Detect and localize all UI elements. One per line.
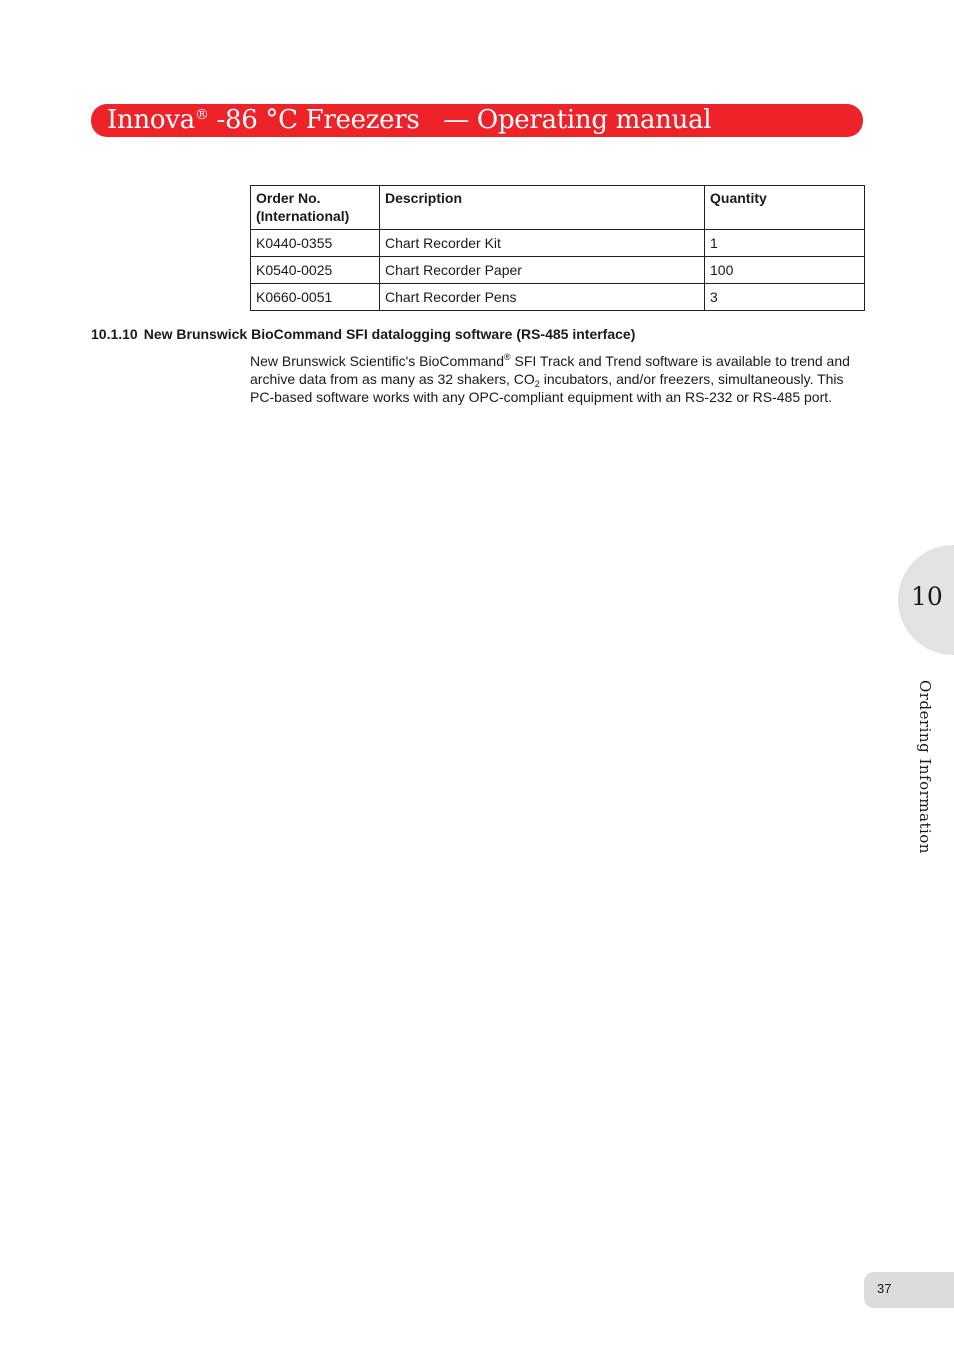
page-number: 37: [877, 1281, 892, 1296]
table-row: [251, 257, 865, 284]
section-paragraph: New Brunswick Scientific's BioCommand® SFI Track and Trend software is available to trend and archive data from as many as 32 shakers, $CO_2$ incubators, and/or freezers, simultaneously. This PC-based software works with any OPC-compliant equipment with an RS-232 or RS-485 port.: [250, 352, 850, 405]
quantity-cell: 100: [705, 257, 865, 284]
description-cell: Chart Recorder Paper: [380, 257, 705, 284]
section-number: 10.1.10: [91, 326, 138, 342]
table-row: [251, 284, 865, 311]
table-row: [251, 230, 865, 257]
order-number-cell: K0660-0051: [251, 284, 380, 311]
section-heading: [91, 326, 635, 342]
section-title: New Brunswick BioCommand SFI datalogging software (RS-485 interface): [143, 326, 636, 342]
quantity-cell: 3: [705, 284, 865, 311]
document-title: Innova® -86 °C Freezers — Operating manual: [107, 105, 712, 135]
table-header-row: [251, 186, 865, 230]
order-table: [250, 185, 865, 311]
order-number-cell: K0540-0025: [251, 257, 380, 284]
description-cell: Chart Recorder Kit: [380, 230, 705, 257]
header-quantity: Quantity: [705, 186, 865, 230]
order-number-cell: K0440-0355: [251, 230, 380, 257]
header-order-no: Order No. (International): [251, 186, 380, 230]
chapter-number: 10: [911, 582, 943, 611]
header-bar: [91, 104, 863, 137]
header-description: Description: [380, 186, 705, 230]
chapter-label: Ordering Information: [916, 680, 934, 854]
quantity-cell: 1: [705, 230, 865, 257]
description-cell: Chart Recorder Pens: [380, 284, 705, 311]
